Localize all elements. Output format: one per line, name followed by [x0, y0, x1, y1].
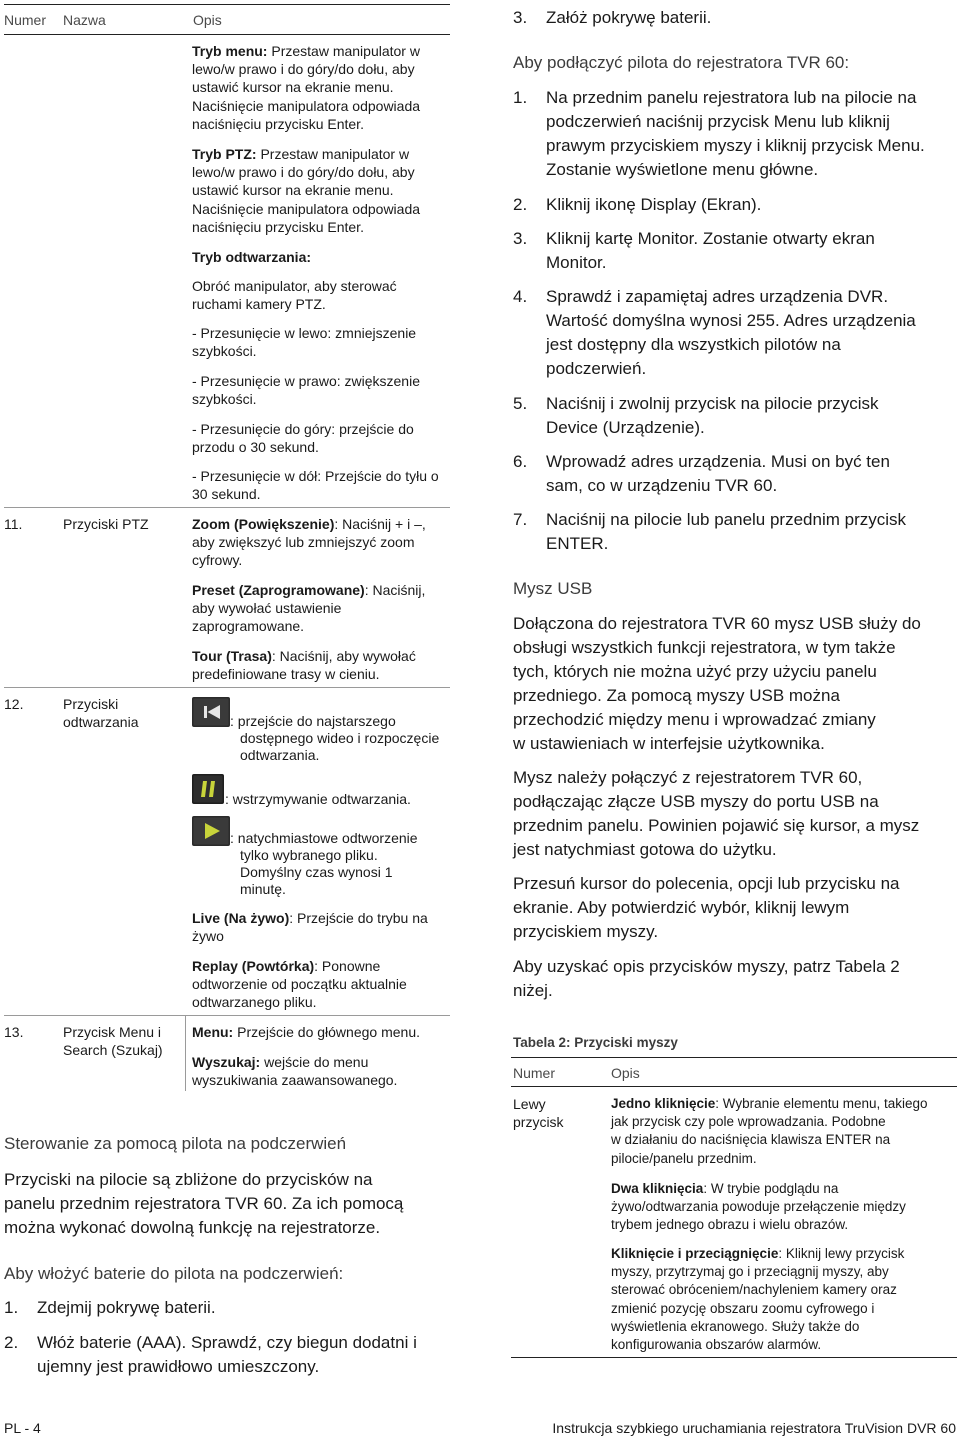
- step-text: Wartość domyślna wynosi 255. Adres urządzenia: [546, 311, 916, 330]
- mouse-paragraph-line: tych, których nie można użyć przy użyciu panelu: [513, 662, 877, 681]
- row11-tour: [192, 647, 454, 683]
- step-text: prawym przyciskiem myszy i kliknij przycisk Menu.: [546, 136, 925, 155]
- mouse-paragraph-line: w ustawieniach w interfejsie użytkownika.: [513, 734, 825, 753]
- table2-caption: Tabela 2: Przyciski myszy: [513, 1035, 678, 1050]
- search-text: wejście do menu: [260, 1054, 369, 1070]
- menu-mode-line: ustawić kursor na ekranie menu.: [192, 79, 394, 96]
- single-click-text: : Wybranie elementu menu, takiego: [715, 1096, 928, 1111]
- table2-row-name-line: przycisk: [513, 1114, 564, 1131]
- search-label: Wyszukaj:: [192, 1054, 261, 1070]
- zoom-text: : Naciśnij + i –,: [334, 516, 426, 532]
- step-number: 4.: [513, 287, 528, 306]
- click-drag-line: konfigurowania obszarów alarmów.: [611, 1337, 822, 1353]
- mouse-paragraph-1: [513, 612, 958, 756]
- move-line: - Przesunięcie w lewo: zmniejszenie: [192, 325, 417, 341]
- zoom-line: cyfrowy.: [192, 552, 243, 569]
- remote-paragraph-line: można wykonać dowolną funkcję na rejestratorze.: [4, 1218, 381, 1237]
- step-text: Naciśnij i zwolnij przycisk na pilocie przycisk: [546, 394, 879, 413]
- mouse-paragraph-line: Aby uzyskać opis przycisków myszy, patrz Tabela 2: [513, 957, 900, 976]
- tour-line: predefiniowane trasy w cieniu.: [192, 666, 380, 683]
- step-number: 1.: [4, 1298, 19, 1317]
- step-number: 7.: [513, 510, 528, 529]
- table-header-desc: Opis: [193, 12, 222, 28]
- table-header-rule: [4, 34, 450, 35]
- table2-header-desc: Opis: [611, 1065, 640, 1081]
- single-click-line: w działaniu do naciśnięcia klawisza ENTER na: [611, 1132, 891, 1148]
- mouse-paragraph-line: przyciskiem myszy.: [513, 922, 659, 941]
- menu-mode-line: naciśnięciu przycisku Enter.: [192, 115, 364, 132]
- battery-step-1: [4, 1296, 454, 1320]
- battery-step-2: [4, 1331, 454, 1379]
- connect-step-3: [513, 227, 953, 275]
- menu-mode-line: Przestaw manipulator w: [267, 43, 420, 59]
- click-drag-line: wyświetlenia ekranowego. Służy także do: [611, 1318, 860, 1334]
- single-click-label: Jedno kliknięcie: [611, 1096, 716, 1111]
- menu-mode-line: Naciśnięcie manipulatora odpowiada: [192, 97, 421, 114]
- row12-name: [63, 695, 139, 731]
- mouse-paragraph-line: ekranie. Aby potwierdzić wybór, kliknij lewym: [513, 898, 850, 917]
- play-desc: [230, 830, 455, 898]
- step-text: Kliknij kartę Monitor. Zostanie otwarty ekran: [546, 229, 875, 248]
- pause-line: : wstrzymywanie odtwarzania.: [225, 791, 411, 807]
- playback-mode-text: [192, 277, 454, 313]
- step-text: Naciśnij na pilocie lub panelu przednim przycisk: [546, 510, 907, 529]
- single-click-line: pilocie/panelu przednim.: [611, 1150, 757, 1166]
- ptz-mode-line: naciśnięciu przycisku Enter.: [192, 218, 364, 235]
- step-number: 2.: [513, 195, 528, 214]
- mouse-paragraph-line: przechodzić między menu i wprowadzać zmiany: [513, 710, 876, 729]
- step-text: Monitor.: [546, 253, 607, 272]
- mouse-heading: Mysz USB: [513, 579, 593, 598]
- double-click-text: : W trybie podglądu na: [703, 1181, 839, 1196]
- move-line: szybkości.: [192, 391, 257, 408]
- mouse-paragraph-line: podłączając złącze USB myszy do portu USB na: [513, 792, 879, 811]
- menu-label: Menu:: [192, 1024, 234, 1040]
- click-drag-line: sterować obróceniem/nachyleniem kamery oraz: [611, 1282, 897, 1298]
- row11-preset: [192, 581, 454, 636]
- step-text: Zdejmij pokrywę baterii.: [37, 1298, 216, 1317]
- remote-paragraph-line: panelu przednim rejestratora TVR 60. Za ich pomocą: [4, 1194, 404, 1213]
- step-text: Wprowadź adres urządzenia. Musi on być ten: [546, 452, 890, 471]
- live-text: : Przejście do trybu na: [289, 910, 428, 926]
- zoom-label: Zoom (Powiększenie): [192, 516, 335, 532]
- step-number: 3.: [513, 229, 528, 248]
- step-text: Kliknij ikonę Display (Ekran).: [546, 195, 762, 214]
- preset-line: zaprogramowane.: [192, 618, 305, 635]
- table-header-name: Nazwa: [63, 12, 106, 28]
- table2-header-rule: [511, 1086, 957, 1087]
- step-text: ujemny jest prawidłowo umieszczony.: [37, 1357, 320, 1376]
- table2-top-rule: [511, 1057, 957, 1058]
- table2-header-num: Numer: [513, 1065, 556, 1081]
- mouse-paragraph-line: Przesuń kursor do polecenia, opcji lub przycisku na: [513, 874, 900, 893]
- move-line: szybkości.: [192, 343, 257, 360]
- mouse-paragraph-line: jest natychmiast gotowa do użytku.: [513, 840, 777, 859]
- move-down: [192, 467, 454, 503]
- row13-number: 13.: [4, 1024, 24, 1040]
- row13-name: [63, 1023, 163, 1059]
- menu-mode-line: lewo/w prawo i do góry/do dołu, aby: [192, 61, 415, 78]
- step-text: jest dostępny dla wszystkich pilotów na: [546, 335, 841, 354]
- step-text: podczerwień naciśnij przycisk Menu lub kliknij: [546, 112, 890, 131]
- step-number: 3.: [513, 8, 528, 27]
- row12-name-line: odtwarzania: [63, 714, 139, 730]
- ptz-mode-line: ustawić kursor na ekranie menu.: [192, 182, 394, 199]
- row12-live: [192, 909, 454, 945]
- step-text: Załóż pokrywę baterii.: [546, 8, 712, 27]
- mouse-paragraph-4: [513, 955, 958, 1003]
- connect-heading: Aby podłączyć pilota do rejestratora TVR 60:: [513, 53, 850, 72]
- connect-step-2: [513, 193, 953, 217]
- replay-line: odtwarzanego pliku.: [192, 994, 317, 1011]
- row12-number: 12.: [4, 696, 24, 712]
- pause-desc: [225, 791, 450, 808]
- move-right: [192, 372, 454, 408]
- menu-text: Przejście do głównego menu.: [233, 1024, 420, 1040]
- move-line: przodu o 30 sekund.: [192, 439, 319, 456]
- row12-divider: [4, 1015, 450, 1016]
- table2-row-name: [513, 1095, 564, 1131]
- skip-back-line: odtwarzania.: [240, 747, 320, 763]
- zoom-line: aby zwiększyć lub zmniejszyć zoom: [192, 534, 415, 551]
- step-text: sam, co w urządzeniu TVR 60.: [546, 476, 778, 495]
- play-icon: [192, 816, 230, 851]
- menu-mode-label: Tryb menu:: [192, 43, 268, 59]
- move-line: - Przesunięcie w dół: Przejście do tyłu o: [192, 468, 439, 484]
- search-line: wyszukiwania zaawansowanego.: [192, 1072, 398, 1089]
- double-click-label: Dwa kliknięcia: [611, 1181, 704, 1196]
- table2-single-click: [611, 1095, 956, 1168]
- row10-ptz-mode: [192, 145, 454, 236]
- mouse-paragraph-line: przednim panelu. Powinien pojawić się kursor, a mysz: [513, 816, 920, 835]
- single-click-line: jak przycisk czy pole wprowadzania. Podobne: [611, 1114, 886, 1130]
- step-number: 6.: [513, 452, 528, 471]
- playback-line: Obróć manipulator, aby sterować: [192, 278, 397, 294]
- table2-double-click: [611, 1180, 956, 1235]
- footer-title: Instrukcja szybkiego uruchamiania rejestratora TruVision DVR 60: [552, 1420, 956, 1436]
- move-line: - Przesunięcie do góry: przejście do: [192, 421, 414, 437]
- step-number: 5.: [513, 394, 528, 413]
- play-line: tylko wybranego pliku.: [240, 847, 378, 863]
- row11-divider: [4, 687, 450, 688]
- skip-back-line: dostępnego wideo i rozpoczęcie: [240, 730, 440, 746]
- table-header-num: Numer: [4, 12, 47, 28]
- step-text: Zostanie wyświetlone menu główne.: [546, 160, 819, 179]
- tour-label: Tour (Trasa): [192, 648, 272, 664]
- click-drag-line: zmienić pozycję obszaru zoomu cyfrowego i: [611, 1300, 875, 1316]
- play-line: Domyślny czas wynosi 1: [240, 864, 393, 880]
- step-text: podczerwień.: [546, 359, 647, 378]
- step-number: 1.: [513, 88, 528, 107]
- click-drag-line: myszy, przytrzymaj go i przeciągnij myszy, aby: [611, 1264, 889, 1280]
- row11-number: 11.: [4, 516, 23, 532]
- mouse-paragraph-3: [513, 872, 958, 944]
- move-line: 30 sekund.: [192, 486, 261, 503]
- replay-label: Replay (Powtórka): [192, 958, 315, 974]
- mouse-paragraph-line: Mysz należy połączyć z rejestratorem TVR 60,: [513, 768, 863, 787]
- live-label: Live (Na żywo): [192, 910, 290, 926]
- step-number: 2.: [4, 1333, 19, 1352]
- row13-search: [192, 1053, 454, 1089]
- ptz-mode-line: lewo/w prawo i do góry/do dołu, aby: [192, 164, 415, 181]
- move-line: - Przesunięcie w prawo: zwiększenie: [192, 373, 420, 389]
- step-text: Device (Urządzenie).: [546, 418, 705, 437]
- row10-menu-mode: [192, 42, 454, 133]
- mouse-paragraph-2: [513, 766, 958, 862]
- footer-page-number: PL - 4: [4, 1420, 41, 1436]
- row13-name-line: Search (Szukaj): [63, 1042, 163, 1058]
- row13-menu: [192, 1023, 454, 1041]
- connect-step-7: [513, 508, 953, 556]
- move-left: [192, 324, 454, 360]
- play-line: minutę.: [240, 881, 286, 897]
- table-top-rule: [4, 4, 450, 5]
- playback-mode-label: Tryb odtwarzania:: [192, 249, 312, 265]
- tour-text: : Naciśnij, aby wywołać: [271, 648, 416, 664]
- mouse-paragraph-line: obsługi wszystkich funkcji rejestratora, w tym także: [513, 638, 896, 657]
- click-drag-text: : Kliknij lewy przycisk: [778, 1246, 905, 1261]
- skip-back-line: : przejście do najstarszego: [230, 713, 396, 729]
- skip-back-icon: [192, 697, 230, 732]
- step-text: Włóż baterie (AAA). Sprawdź, czy biegun dodatni i: [37, 1333, 417, 1352]
- double-click-line: żywo/odtwarzania powoduje przełączenie między: [611, 1199, 906, 1215]
- row13-vertical-rule: [185, 1015, 186, 1091]
- row10-divider: [4, 507, 450, 508]
- pause-icon: [192, 774, 224, 809]
- preset-line: aby wywołać ustawienie: [192, 600, 342, 617]
- row12-replay: [192, 957, 454, 1012]
- click-drag-label: Kliknięcie i przeciągnięcie: [611, 1246, 779, 1261]
- connect-step-5: [513, 392, 953, 440]
- row11-zoom: [192, 515, 454, 570]
- step-text: Na przednim panelu rejestratora lub na pilocie na: [546, 88, 917, 107]
- preset-label: Preset (Zaprogramowane): [192, 582, 365, 598]
- table2-row-name-line: Lewy: [513, 1096, 546, 1112]
- ptz-mode-label: Tryb PTZ:: [192, 146, 257, 162]
- preset-text: : Naciśnij,: [364, 582, 426, 598]
- replay-text: : Ponowne: [314, 958, 381, 974]
- connect-step-6: [513, 450, 953, 498]
- play-line: : natychmiastowe odtworzenie: [230, 830, 418, 846]
- remote-paragraph: [4, 1168, 454, 1240]
- mouse-paragraph-line: niżej.: [513, 981, 553, 1000]
- remote-paragraph-line: Przyciski na pilocie są zbliżone do przycisków na: [4, 1170, 373, 1189]
- move-up: [192, 420, 454, 456]
- connect-step-1: [513, 86, 953, 182]
- battery-heading: Aby włożyć baterie do pilota na podczerwień:: [4, 1264, 344, 1283]
- double-click-line: trybem jednego obrazu i wielu obrazów.: [611, 1217, 849, 1233]
- ptz-mode-line: Przestaw manipulator w: [256, 146, 410, 162]
- mouse-paragraph-line: Dołączona do rejestratora TVR 60 mysz USB służy do: [513, 614, 921, 633]
- row11-name: Przyciski PTZ: [63, 516, 149, 532]
- mouse-paragraph-line: przedniego. Za pomocą myszy USB można: [513, 686, 840, 705]
- row13-name-line: Przycisk Menu i: [63, 1024, 162, 1040]
- table2-bottom-rule: [511, 1357, 957, 1358]
- step-text: ENTER.: [546, 534, 609, 553]
- ptz-mode-line: Naciśnięcie manipulatora odpowiada: [192, 200, 421, 217]
- row12-name-line: Przyciski: [63, 696, 119, 712]
- playback-line: ruchami kamery PTZ.: [192, 296, 326, 313]
- battery-step-3: [513, 6, 953, 30]
- replay-line: odtworzenie od początku aktualnie: [192, 976, 407, 993]
- live-line: żywo: [192, 928, 224, 945]
- skip-back-desc: [230, 713, 455, 764]
- step-text: Sprawdź i zapamiętaj adres urządzenia DVR.: [546, 287, 889, 306]
- table2-click-drag: [611, 1245, 956, 1354]
- remote-heading: Sterowanie za pomocą pilota na podczerwień: [4, 1134, 347, 1153]
- connect-step-4: [513, 285, 953, 381]
